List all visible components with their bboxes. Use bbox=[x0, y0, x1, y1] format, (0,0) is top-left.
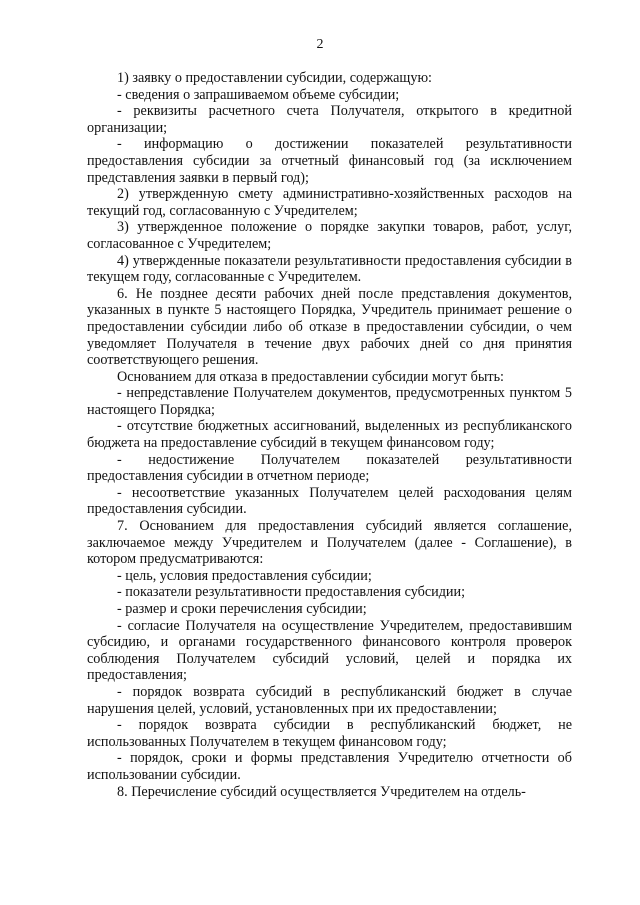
paragraph: - отсутствие бюджетных ассигнований, выделенных из республиканского бюджета на предоставление субсидий в текущем финансовом году; bbox=[87, 418, 572, 452]
paragraph: - сведения о запрашиваемом объеме субсидии; bbox=[117, 86, 400, 103]
paragraph: - согласие Получателя на осуществление Учредителем, предоставившим субсидию, и органами государственного финансового контроля проверок соблюдения Получателем субсидий условий, целей и порядка их предоставления; bbox=[87, 617, 572, 684]
paragraph: 6. Не позднее десяти рабочих дней после представления документов, указанных в пункте 5 настоящего Порядка, Учредитель принимает решение о предоставлении субсидии либо об отказе в предоставлении субсидии, о чем уведомляет Получателя в течение двух рабочих дней со дня принятия соответствующего решения. bbox=[87, 285, 572, 369]
paragraph: 2) утвержденную смету административно-хозяйственных расходов на текущий год, согласованную с Учредителем; bbox=[87, 186, 572, 219]
paragraph: Основанием для отказа в предоставлении субсидии могут быть: bbox=[117, 368, 505, 385]
paragraph: - информацию о достижении показателей результативности предоставления субсидии за отчетный финансовый год (за исключением представления заявки в первый год); bbox=[87, 136, 572, 186]
paragraph: - порядок возврата субсидий в республиканский бюджет в случае нарушения целей, условий, установленных при их предоставлении; bbox=[87, 683, 572, 717]
paragraph: - размер и сроки перечисления субсидии; bbox=[117, 601, 367, 617]
document-body bbox=[87, 70, 572, 800]
paragraph: - несоответствие указанных Получателем целей расходования целям предоставления субсидии. bbox=[87, 484, 572, 518]
paragraph: - недостижение Получателем показателей результативности предоставления субсидии в отчетном периоде; bbox=[87, 451, 572, 485]
paragraph: 4) утвержденные показатели результативности предоставления субсидии в текущем году, согласованные с Учредителем. bbox=[87, 252, 572, 286]
paragraph: 7. Основанием для предоставления субсидий является соглашение, заключаемое между Учредителем и Получателем (далее - Соглашение), в котором предусматриваются: bbox=[87, 518, 572, 568]
paragraph: - цель, условия предоставления субсидии; bbox=[117, 567, 372, 584]
paragraph: - непредставление Получателем документов, предусмотренных пунктом 5 настоящего Порядка; bbox=[87, 385, 572, 418]
page-number: 2 bbox=[316, 37, 324, 52]
paragraph: 1) заявку о предоставлении субсидии, содержащую: bbox=[117, 70, 432, 86]
paragraph: - реквизиты расчетного счета Получателя, открытого в кредитной организации; bbox=[87, 103, 572, 136]
paragraph: 3) утвержденное положение о порядке закупки товаров, работ, услуг, согласованное с Учредителем; bbox=[87, 219, 572, 252]
paragraph: - порядок, сроки и формы представления Учредителю отчетности об использовании субсидии. bbox=[87, 750, 572, 783]
paragraph: - порядок возврата субсидии в республиканский бюджет, не использованных Получателем в текущем финансовом году; bbox=[87, 717, 572, 750]
paragraph: 8. Перечисление субсидий осуществляется Учредителем на отдель- bbox=[117, 783, 526, 800]
paragraph: - показатели результативности предоставления субсидии; bbox=[117, 584, 466, 601]
